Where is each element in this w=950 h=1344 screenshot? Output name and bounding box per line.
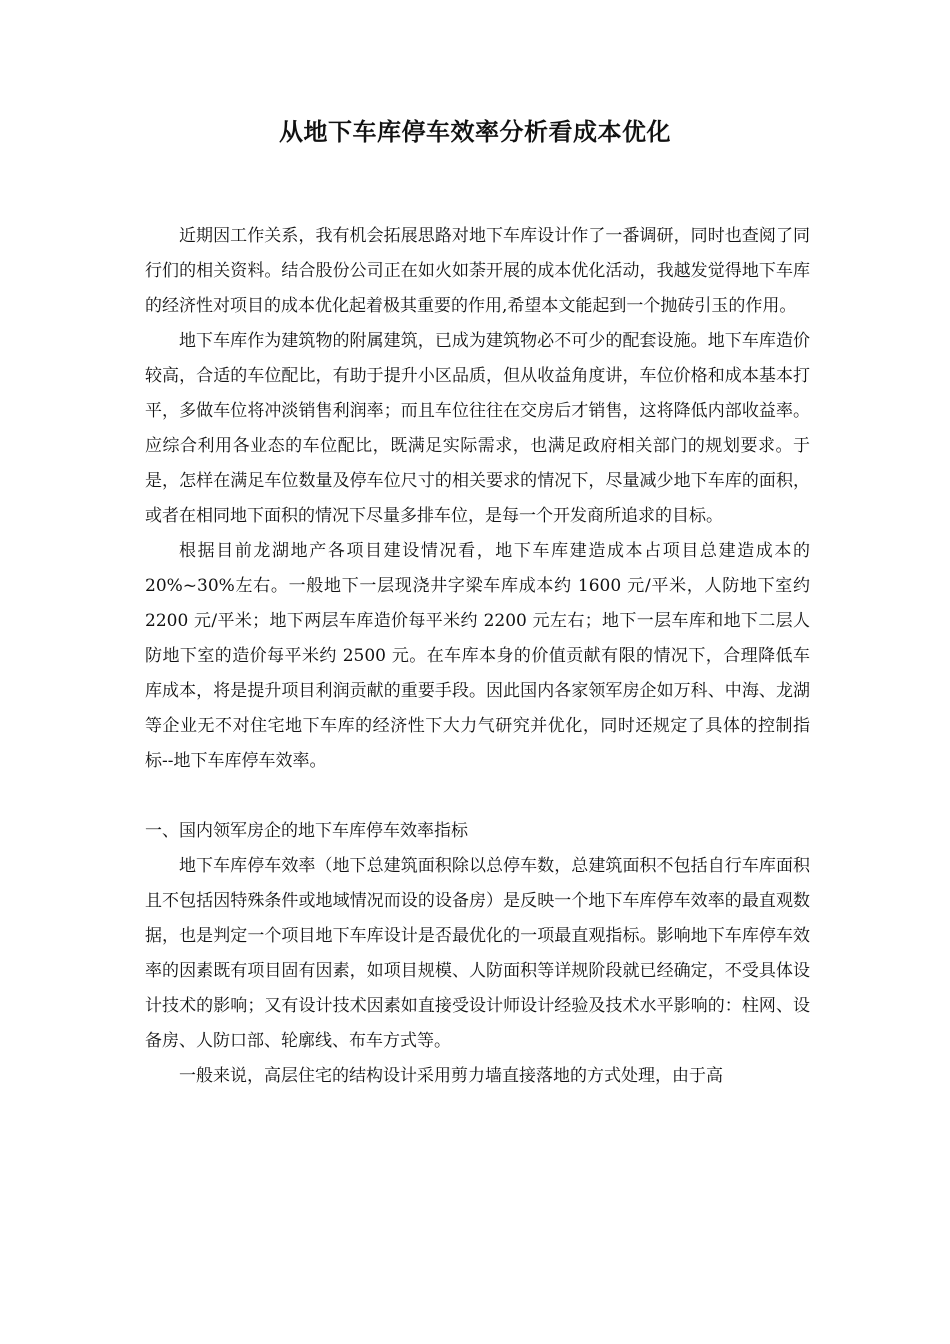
section-heading: 一、国内领军房企的地下车库停车效率指标 [145,821,468,841]
body-paragraph: 一般来说，高层住宅的结构设计采用剪力墙直接落地的方式处理，由于高 [179,1066,723,1086]
body-paragraph: 地下车库停车效率（地下总建筑面积除以总停车数，总建筑面积不包括自行车库面积且不包括因特殊条件或地域情况而设的设备房）是反映一个地下车库停车效率的最直观数据，也是判定一个项目地下车库设计是否最优化的一项最直观指标。影响地下车库停车效率的因素既有项目固有因素，如项目规模、人防面积等详规阶段就已经确定，不受具体设计技术的影响；又有设计技术因素如直接受设计师设计经验及技术水平影响的：柱网、设备房、人防口部、轮廓线、布车方式等。 [145,856,810,1051]
paragraph-spacer [145,779,810,814]
body-paragraph: 地下车库作为建筑物的附属建筑，已成为建筑物必不可少的配套设施。地下车库造价较高，合适的车位配比，有助于提升小区品质，但从收益角度讲，车位价格和成本基本打平，多做车位将冲淡销售利润率；而且车位往往在交房后才销售，这将降低内部收益率。应综合利用各业态的车位配比，既满足实际需求，也满足政府相关部门的规划要求。于是，怎样在满足车位数量及停车位尺寸的相关要求的情况下，尽量减少地下车库的面积，或者在相同地下面积的情况下尽量多排车位，是每一个开发商所追求的目标。 [145,331,810,526]
document-title: 从地下车库停车效率分析看成本优化 [279,118,671,146]
body-paragraph: 根据目前龙湖地产各项目建设情况看，地下车库建造成本占项目总建造成本的 20%~30%左右。一般地下一层现浇井字梁车库成本约 1600 元/平米，人防地下室约 2200 元/平米；地下两层车库造价每平米约 2200 元左右；地下一层车库和地下二层人防地下室的造价每平米约 2500 元。在车库本身的价值贡献有限的情况下，合理降低车库成本，将是提升项目利润贡献的重要手段。因此国内各家领军房企如万科、中海、龙湖等企业无不对住宅地下车库的经济性下大力气研究并优化，同时还规定了具体的控制指标--地下车库停车效率。 [145,541,810,771]
body-paragraph: 近期因工作关系，我有机会拓展思路对地下车库设计作了一番调研，同时也查阅了同行们的相关资料。结合股份公司正在如火如荼开展的成本优化活动，我越发觉得地下车库的经济性对项目的成本优化起着极其重要的作用,希望本文能起到一个抛砖引玉的作用。 [145,226,810,316]
document-body [145,219,810,1094]
